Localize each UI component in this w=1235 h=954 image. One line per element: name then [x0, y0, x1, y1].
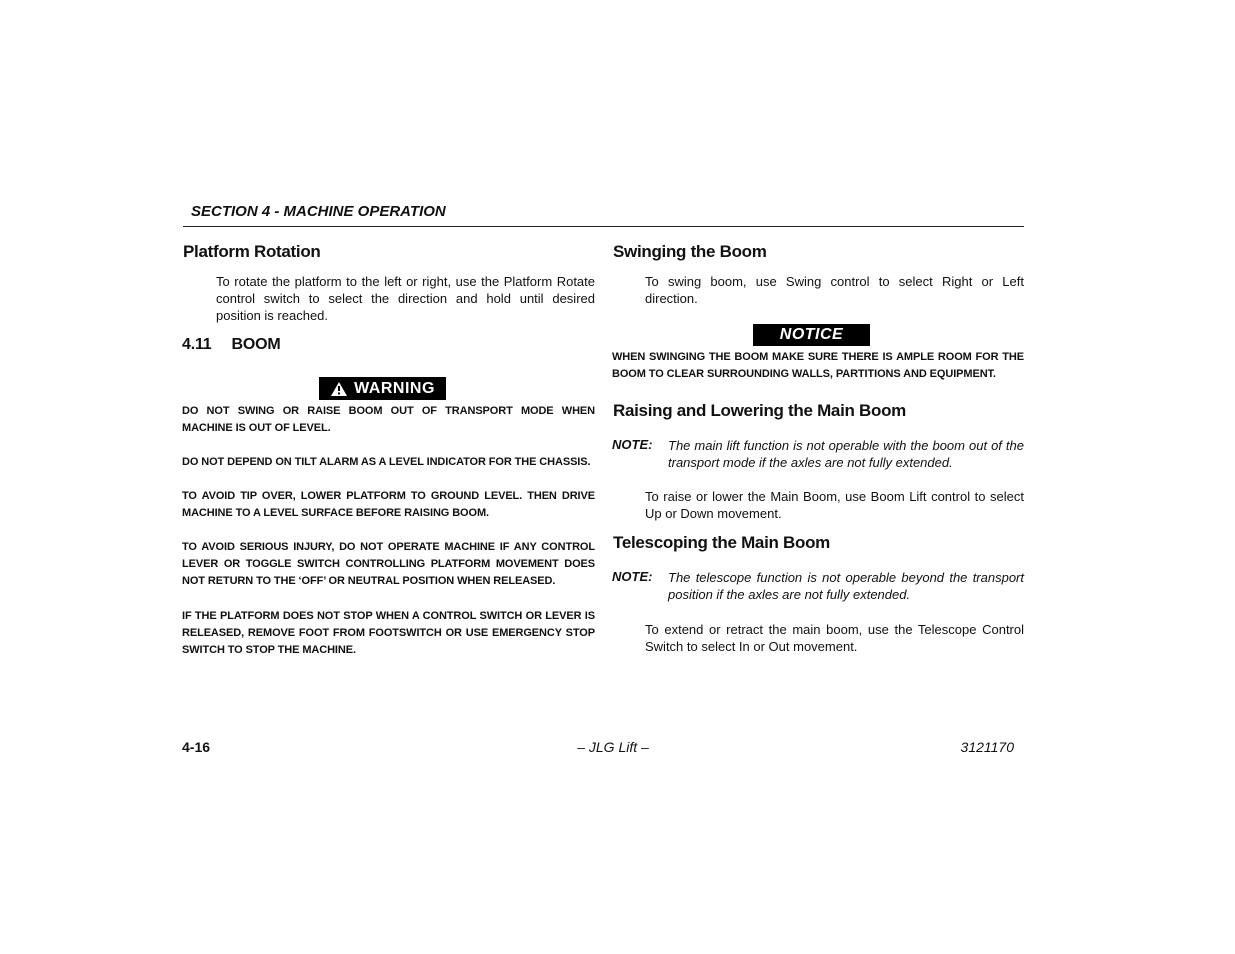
- footer-brand: – JLG Lift –: [577, 739, 649, 755]
- telescoping-note-label: NOTE:: [612, 569, 653, 584]
- warning-item: DO NOT DEPEND ON TILT ALARM AS A LEVEL INDICATOR FOR THE CHASSIS.: [182, 456, 591, 468]
- page-number: 4-16: [182, 739, 211, 755]
- swinging-body: To swing boom, use Swing control to select Right or Left direction.: [645, 274, 1024, 306]
- boom-section-label: BOOM: [231, 336, 281, 353]
- raising-note-text: The main lift function is not operable with the boom out of the transport mode if the axles are not fully extended.: [668, 438, 1024, 470]
- document-number: 3121170: [960, 739, 1014, 755]
- warning-item: IF THE PLATFORM DOES NOT STOP WHEN A CONTROL SWITCH OR LEVER IS RELEASED, REMOVE FOOT FROM FOOTSWITCH OR USE EMERGENCY STOP SWITCH TO STOP THE MACHINE.: [182, 610, 595, 656]
- telescoping-heading: Telescoping the Main Boom: [613, 533, 830, 552]
- raising-body: To raise or lower the Main Boom, use Boom Lift control to select Up or Down movement.: [645, 489, 1024, 521]
- boom-section-number: 4.11: [182, 336, 212, 353]
- warning-banner: [319, 377, 446, 400]
- platform-rotation-heading: Platform Rotation: [183, 242, 321, 261]
- raising-heading: Raising and Lowering the Main Boom: [613, 401, 906, 420]
- warning-item: TO AVOID TIP OVER, LOWER PLATFORM TO GROUND LEVEL. THEN DRIVE MACHINE TO A LEVEL SURFACE BEFORE RAISING BOOM.: [182, 490, 595, 519]
- notice-banner: [753, 324, 870, 346]
- warning-item: DO NOT SWING OR RAISE BOOM OUT OF TRANSPORT MODE WHEN MACHINE IS OUT OF LEVEL.: [182, 405, 595, 434]
- warning-item: TO AVOID SERIOUS INJURY, DO NOT OPERATE MACHINE IF ANY CONTROL LEVER OR TOGGLE SWITCH CONTROLLING PLATFORM MOVEMENT DOES NOT RETURN TO THE ‘OFF’ OR NEUTRAL POSITION WHEN RELEASED.: [182, 541, 595, 587]
- platform-rotation-body: To rotate the platform to the left or right, use the Platform Rotate control switch to select the direction and hold until desired position is reached.: [216, 274, 595, 323]
- notice-text: WHEN SWINGING THE BOOM MAKE SURE THERE IS AMPLE ROOM FOR THE BOOM TO CLEAR SURROUNDING WALLS, PARTITIONS AND EQUIPMENT.: [612, 351, 1024, 380]
- telescoping-note-text: The telescope function is not operable beyond the transport position if the axles are not fully extended.: [668, 570, 1024, 602]
- telescoping-body: To extend or retract the main boom, use the Telescope Control Switch to select In or Out movement.: [645, 622, 1024, 654]
- header-rule: [183, 226, 1024, 227]
- warning-triangle-icon: [330, 381, 348, 397]
- boom-section-title: [182, 336, 280, 354]
- raising-note-label: NOTE:: [612, 437, 653, 452]
- swinging-heading: Swinging the Boom: [613, 242, 767, 261]
- section-header: SECTION 4 - MACHINE OPERATION: [191, 203, 446, 220]
- notice-label: NOTICE: [779, 326, 844, 343]
- warning-label: WARNING: [354, 379, 435, 397]
